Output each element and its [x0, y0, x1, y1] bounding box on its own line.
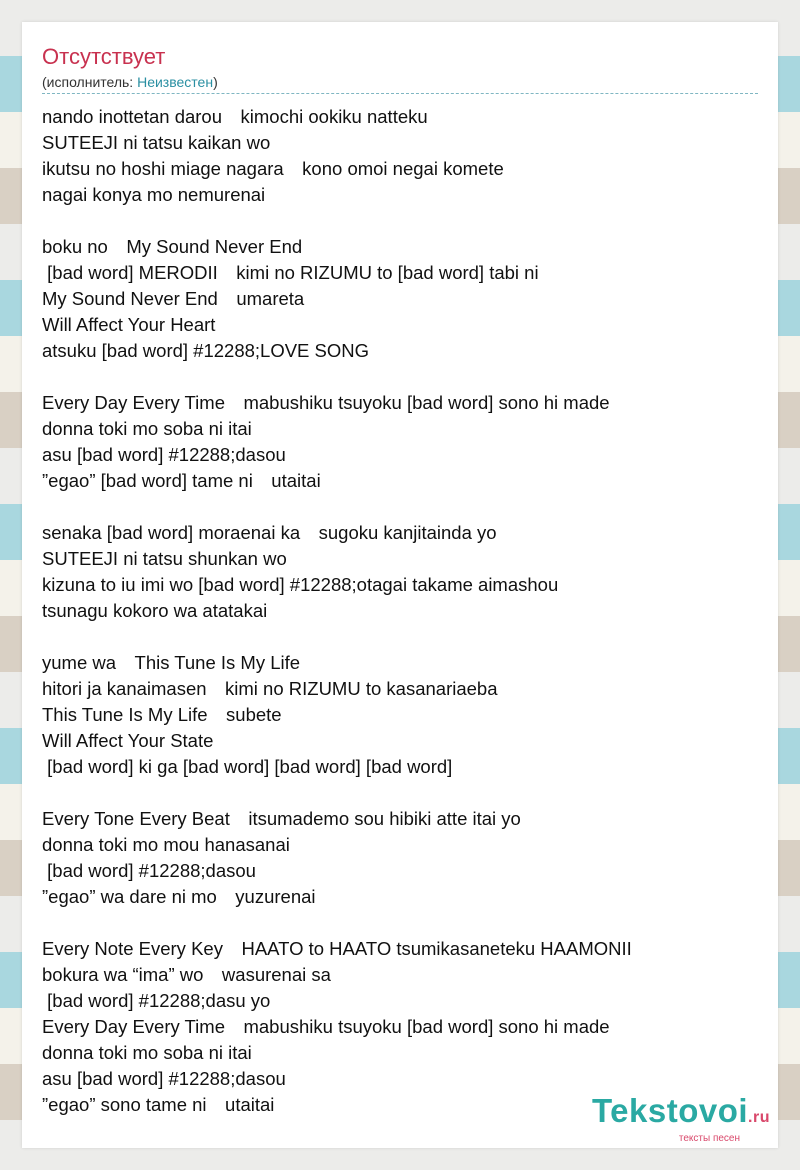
- lyric-line: ”egao” sono tame ni utaitai: [42, 1094, 275, 1115]
- lyric-blank-line: [42, 910, 762, 936]
- lyric-line: boku no My Sound Never End: [42, 236, 303, 257]
- lyric-line: donna toki mo mou hanasanai: [42, 834, 290, 855]
- lyric-line: SUTEEJI ni tatsu kaikan wo: [42, 132, 271, 153]
- lyric-line: Every Day Every Time mabushiku tsuyoku [bad word] sono hi made: [42, 1016, 610, 1037]
- artist-link[interactable]: Неизвестен: [137, 74, 214, 90]
- artist-suffix: ): [213, 74, 218, 90]
- song-title: Отсутствует: [42, 44, 166, 69]
- artist-prefix: (исполнитель:: [42, 74, 138, 90]
- lyric-line: kizuna to iu imi wo [bad word] #12288;otagai takame aimashou: [42, 574, 559, 595]
- lyric-blank-line: [42, 624, 762, 650]
- lyric-line: My Sound Never End umareta: [42, 288, 305, 309]
- lyric-blank-line: [42, 208, 762, 234]
- lyric-line: This Tune Is My Life subete: [42, 704, 282, 725]
- lyric-line: Will Affect Your State: [42, 730, 214, 751]
- lyric-line: yume wa This Tune Is My Life: [42, 652, 301, 673]
- lyric-line: Will Affect Your Heart: [42, 314, 216, 335]
- lyric-line: asu [bad word] #12288;dasou: [42, 1068, 286, 1089]
- lyric-line: nando inottetan darou kimochi ookiku natteku: [42, 106, 428, 127]
- site-logo[interactable]: [592, 1094, 770, 1144]
- lyric-line: asu [bad word] #12288;dasou: [42, 444, 286, 465]
- lyric-line: ikutsu no hoshi miage nagara kono omoi negai komete: [42, 158, 504, 179]
- lyric-line: [bad word] ki ga [bad word] [bad word] [bad word]: [42, 756, 453, 777]
- lyric-blank-line: [42, 364, 762, 390]
- lyric-line: ”egao” wa dare ni mo yuzurenai: [42, 886, 316, 907]
- lyric-line: donna toki mo soba ni itai: [42, 1042, 252, 1063]
- logo-domain: .ru: [748, 1109, 770, 1126]
- lyric-blank-line: [42, 494, 762, 520]
- lyrics-text: [42, 104, 762, 1118]
- lyric-line: hitori ja kanaimasen kimi no RIZUMU to kasanariaeba: [42, 678, 498, 699]
- lyric-line: SUTEEJI ni tatsu shunkan wo: [42, 548, 287, 569]
- logo-tagline: тексты песен: [678, 1133, 740, 1144]
- lyric-line: [bad word] #12288;dasu yo: [42, 990, 271, 1011]
- lyric-line: Every Tone Every Beat itsumademo sou hibiki atte itai yo: [42, 808, 521, 829]
- lyric-blank-line: [42, 780, 762, 806]
- lyric-line: donna toki mo soba ni itai: [42, 418, 252, 439]
- lyrics-page: [22, 22, 778, 1148]
- lyric-line: nagai konya mo nemurenai: [42, 184, 266, 205]
- logo-name: Tekstovoi: [591, 1092, 749, 1129]
- lyric-line: [bad word] #12288;dasou: [42, 860, 256, 881]
- lyric-line: Every Day Every Time mabushiku tsuyoku [bad word] sono hi made: [42, 392, 610, 413]
- lyric-line: atsuku [bad word] #12288;LOVE SONG: [42, 340, 370, 361]
- artist-line: [42, 73, 218, 91]
- lyric-line: [bad word] MERODII kimi no RIZUMU to [bad word] tabi ni: [42, 262, 539, 283]
- lyric-line: Every Note Every Key HAATO to HAATO tsumikasaneteku HAAMONII: [42, 938, 632, 959]
- lyric-line: tsunagu kokoro wa atatakai: [42, 600, 268, 621]
- lyric-line: bokura wa “ima” wo wasurenai sa: [42, 964, 331, 985]
- lyric-line: ”egao” [bad word] tame ni utaitai: [42, 470, 321, 491]
- lyric-line: senaka [bad word] moraenai ka sugoku kanjitainda yo: [42, 522, 497, 543]
- divider: [42, 93, 758, 94]
